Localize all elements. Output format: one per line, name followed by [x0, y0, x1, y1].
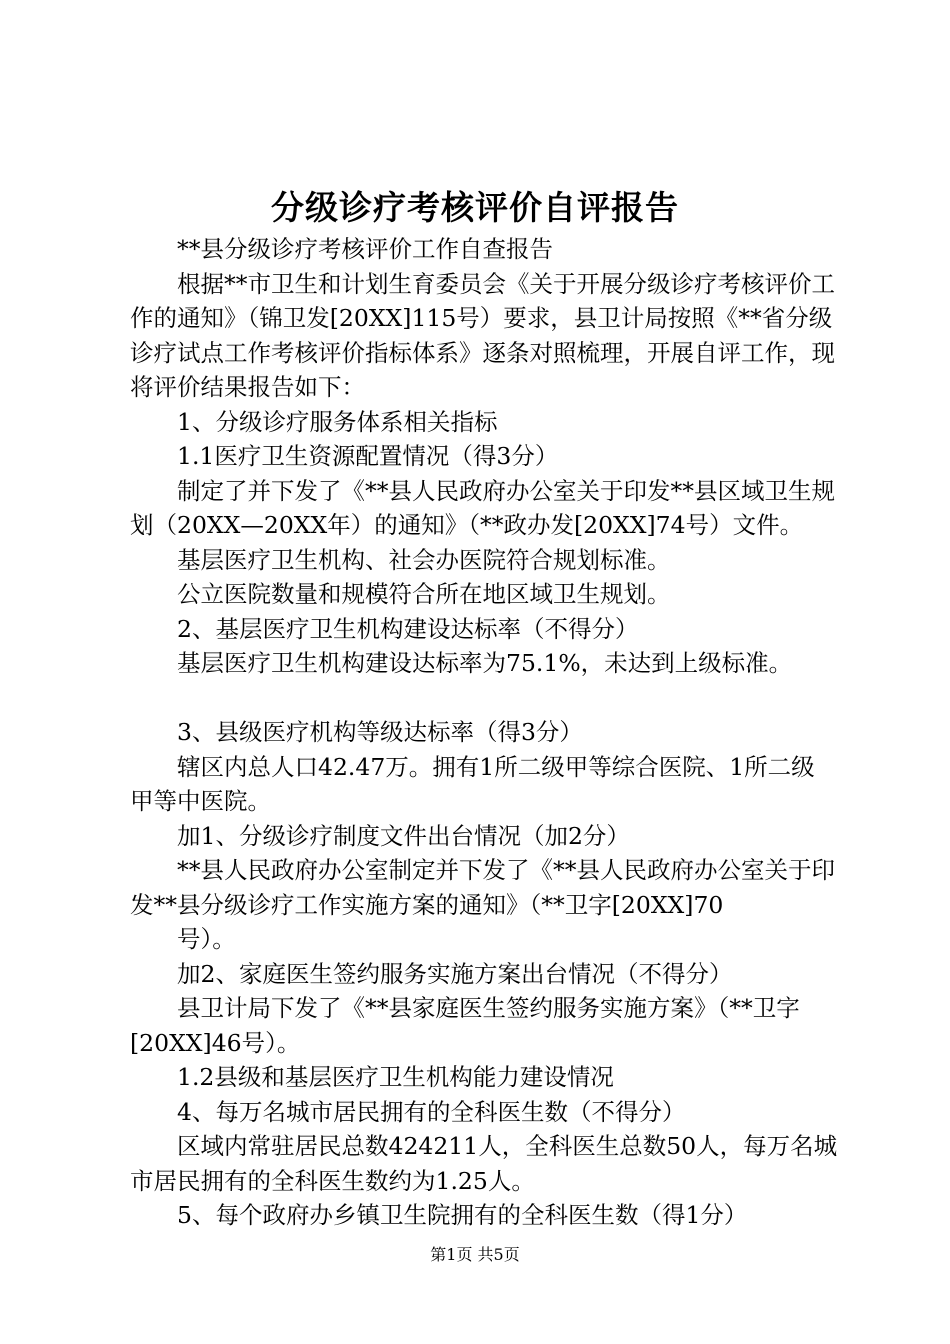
subsection-heading-1-2: 1.2县级和基层医疗卫生机构能力建设情况	[177, 1063, 614, 1091]
document-body	[130, 232, 838, 1233]
paragraph: 基层医疗卫生机构、社会办医院符合规划标准。	[177, 545, 671, 574]
subsection-heading-1-1: 1.1医疗卫生资源配置情况（得3分）	[177, 442, 559, 470]
document-title: 分级诊疗考核评价自评报告	[271, 188, 679, 227]
paragraph: 公立医院数量和规模符合所在地区域卫生规划。	[177, 580, 671, 608]
section-heading-4: 4、每万名城市居民拥有的全科医生数（不得分）	[177, 1097, 686, 1126]
paragraph: **县人民政府办公室制定并下发了《**县人民政府办公室关于印发**县分级诊疗工作实施方案的通知》（**卫字[20XX]70	[130, 856, 835, 919]
section-heading-1: 1、分级诊疗服务体系相关指标	[177, 407, 498, 436]
section-heading-add-2: 加2、家庭医生签约服务实施方案出台情况（不得分）	[177, 959, 733, 988]
paragraph: 制定了并下发了《**县人民政府办公室关于印发**县区域卫生规划（20XX—20XX年）的通知》（**政办发[20XX]74号）文件。	[130, 476, 835, 539]
page-number-footer: 第1页 共5页	[430, 1245, 520, 1264]
paragraph: 基层医疗卫生机构建设达标率为75.1%，未达到上级标准。	[177, 649, 793, 677]
paragraph: 县卫计局下发了《**县家庭医生签约服务实施方案》（**卫字[20XX]46号）。	[130, 994, 800, 1057]
paragraph-subtitle: **县分级诊疗考核评价工作自查报告	[177, 235, 553, 263]
paragraph: 辖区内总人口42.47万。拥有1所二级甲等综合医院、1所二级甲等中医院。	[130, 752, 815, 815]
paragraph-intro: 根据**市卫生和计划生育委员会《关于开展分级诊疗考核评价工作的通知》（锦卫发[20XX]115号）要求，县卫计局按照《**省分级诊疗试点工作考核评价指标体系》逐条对照梳理，开展自评工作，现将评价结果报告如下：	[130, 269, 835, 401]
blank-line	[130, 681, 838, 716]
paragraph: 号）。	[177, 925, 236, 953]
section-heading-3: 3、县级医疗机构等级达标率（得3分）	[177, 718, 583, 746]
paragraph: 区域内常驻居民总数424211人，全科医生总数50人，每万名城市居民拥有的全科医生数约为1.25人。	[130, 1132, 838, 1195]
section-heading-2: 2、基层医疗卫生机构建设达标率（不得分）	[177, 614, 639, 643]
section-heading-5: 5、每个政府办乡镇卫生院拥有的全科医生数（得1分）	[177, 1201, 748, 1229]
section-heading-add-1: 加1、分级诊疗制度文件出台情况（加2分）	[177, 821, 630, 850]
